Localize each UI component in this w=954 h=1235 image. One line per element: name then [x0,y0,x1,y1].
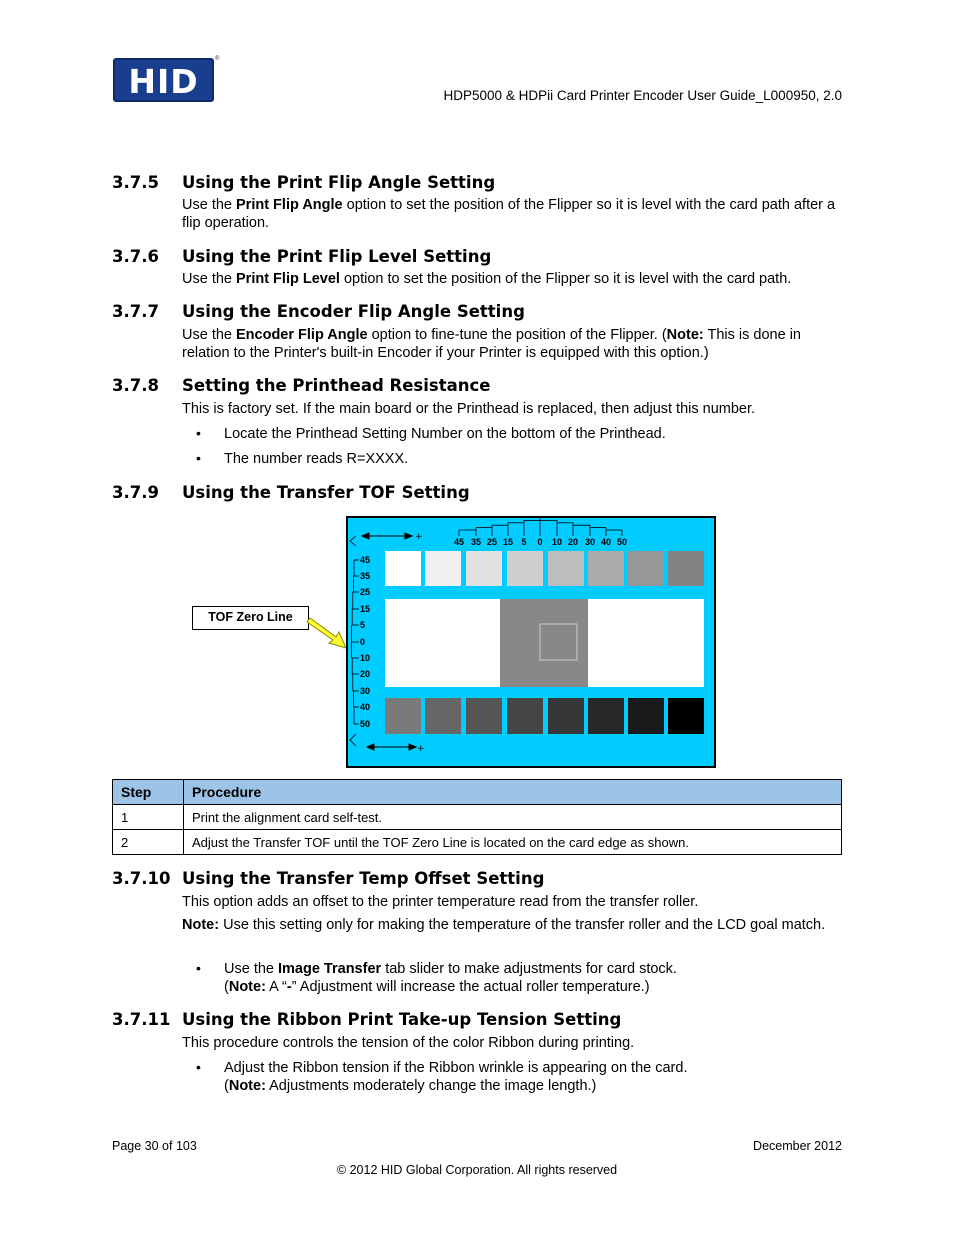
top-scale-label: 45 [453,537,465,547]
logo-text: HID [128,62,199,101]
step-cell: 1 [113,805,184,830]
bullet-item: Adjust the Ribbon tension if the Ribbon wrinkle is appearing on the card. (Note: Adjustments moderately change the image length.) [224,1060,688,1094]
top-swatch [425,551,461,586]
bullet-marker: • [196,1059,201,1075]
bottom-minus-sign: - [382,742,386,752]
top-scale-label: 10 [551,537,563,547]
section-title-3-7-10: Using the Transfer Temp Offset Setting [182,869,545,888]
table-header-row [113,780,842,805]
copyright: © 2012 HID Global Corporation. All rights reserved [336,1163,618,1177]
left-scale-label: 5 [360,620,366,630]
section-number-3-7-10: 3.7.10 [112,869,171,888]
top-swatch [628,551,664,586]
procedure-table [112,779,842,855]
section-body-3-7-8: This is factory set. If the main board or the Printhead is replaced, then adjust this number. [182,401,756,417]
top-swatch [668,551,704,586]
top-scale-label: 50 [616,537,628,547]
section-number-3-7-8: 3.7.8 [112,376,159,395]
left-scale-label: 10 [360,653,371,663]
left-scale-label: 45 [360,555,371,565]
top-swatch [548,551,584,586]
top-scale-label: 20 [567,537,579,547]
tof-zero-line-label: TOF Zero Line [192,606,309,630]
bullet-marker: • [196,450,201,466]
left-scale-label: 30 [360,686,371,696]
bullet-marker: • [196,425,201,441]
left-scale-label: 15 [360,604,371,614]
left-scale-label: 20 [360,669,371,679]
top-swatch [385,551,421,586]
tof-alignment-card-diagram [346,516,716,768]
left-scale-label: 0 [360,637,366,647]
top-scale-label: 35 [470,537,482,547]
top-plus-sign: + [415,532,423,542]
section-number-3-7-7: 3.7.7 [112,302,159,321]
bottom-swatch [628,698,664,734]
publication-date: December 2012 [753,1139,842,1153]
table-row [113,830,842,855]
section-body-3-7-5: Use the Print Flip Angle option to set the position of the Flipper so it is level with the card path after a flip operation. [182,197,836,231]
bottom-swatch [425,698,461,734]
section-title-3-7-8: Setting the Printhead Resistance [182,376,491,395]
section-body-3-7-7: Use the Encoder Flip Angle option to fine-tune the position of the Flipper. (Note: This is done in relation to the Printer's built-in Encoder if your Printer is equipped with this option.) [182,327,801,361]
left-scale-label: 50 [360,719,371,729]
gray-center-block [500,599,588,687]
top-scale-labels [454,537,627,547]
section-title-3-7-6: Using the Print Flip Level Setting [182,247,492,266]
section-number-3-7-9: 3.7.9 [112,483,159,502]
top-scale-label: 30 [584,537,596,547]
hid-logo [113,58,214,102]
bullet-item: Locate the Printhead Setting Number on the bottom of the Printhead. [224,426,666,442]
section-title-3-7-11: Using the Ribbon Print Take-up Tension Setting [182,1010,622,1029]
top-minus-sign: - [376,531,380,541]
step-cell: 2 [113,830,184,855]
procedure-cell: Adjust the Transfer TOF until the TOF Zero Line is located on the card edge as shown. [184,830,842,855]
bottom-plus-sign: + [417,744,425,754]
section-title-3-7-7: Using the Encoder Flip Angle Setting [182,302,525,321]
left-scale-label: 35 [360,571,371,581]
bottom-swatch [507,698,543,734]
top-swatch [466,551,502,586]
section-title-3-7-5: Using the Print Flip Angle Setting [182,173,496,192]
section-number-3-7-6: 3.7.6 [112,247,159,266]
bullet-item: Use the Image Transfer tab slider to make adjustments for card stock. (Note: A “-” Adjustment will increase the actual roller temperature.) [224,961,677,995]
bottom-swatch [548,698,584,734]
top-scale-label: 5 [521,537,527,547]
section-body-3-7-11: This procedure controls the tension of the color Ribbon during printing. [182,1035,635,1051]
top-scale-label: 0 [537,537,543,547]
top-scale-label: 40 [600,537,612,547]
section-title-3-7-9: Using the Transfer TOF Setting [182,483,470,502]
bottom-swatch [385,698,421,734]
top-swatch [588,551,624,586]
document-title: HDP5000 & HDPii Card Printer Encoder User Guide_L000950, 2.0 [443,88,842,103]
bottom-swatch [466,698,502,734]
bullet-marker: • [196,960,201,976]
section-note-3-7-10: Note: Use this setting only for making the temperature of the transfer roller and the LCD goal match. [182,917,826,933]
header-procedure: Procedure [184,780,842,805]
top-scale-label: 15 [502,537,514,547]
bottom-swatch [668,698,704,734]
bottom-swatch [588,698,624,734]
table-row [113,805,842,830]
registered-mark: ® [215,56,220,62]
left-scale-label: 25 [360,587,371,597]
section-number-3-7-5: 3.7.5 [112,173,159,192]
section-body-3-7-6: Use the Print Flip Level option to set the position of the Flipper so it is level with the card path. [182,271,792,287]
left-scale-label: 40 [360,702,371,712]
section-body-3-7-10: This option adds an offset to the printer temperature read from the transfer roller. [182,894,699,910]
procedure-cell: Print the alignment card self-test. [184,805,842,830]
section-number-3-7-11: 3.7.11 [112,1010,171,1029]
page-number: Page 30 of 103 [112,1139,197,1153]
top-swatch [507,551,543,586]
header-step: Step [113,780,184,805]
bullet-item: The number reads R=XXXX. [224,451,409,467]
top-scale-label: 25 [486,537,498,547]
